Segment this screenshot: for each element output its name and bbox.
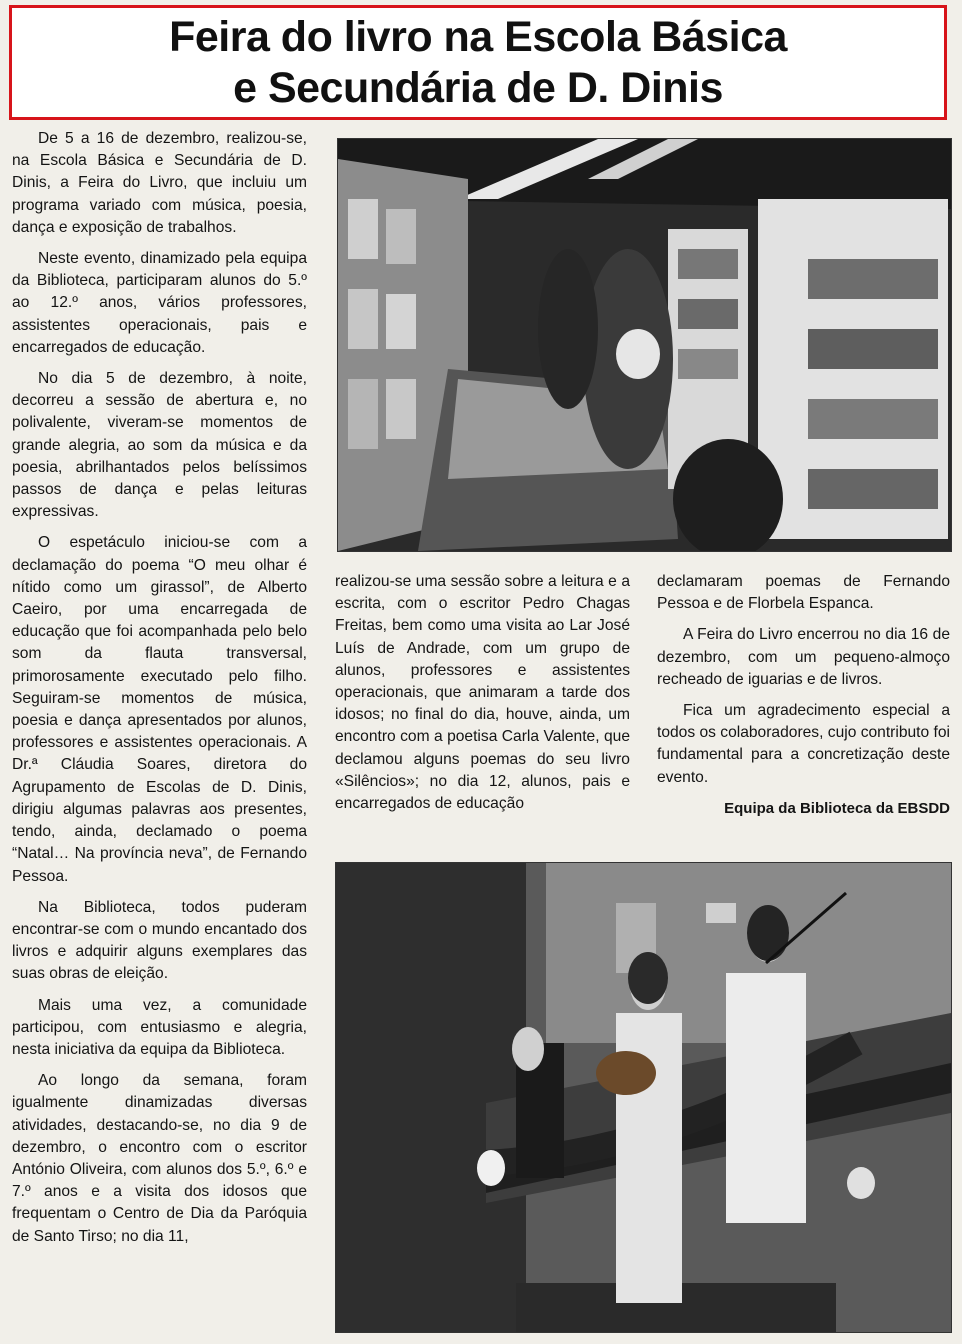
paragraph: O espetáculo iniciou-se com a declamação do poema “O meu olhar é nítido como um girassol”, de Alberto Caeiro, por uma encarregada de educação que foi acompanhada pelo belo som da flauta transversal, primorosamente executado pelo filho. Seguiram-se momentos de música, poesia e dança apresentados por alunos, professores e assistentes operacionais. A Dr.ª Cláudia Soares, diretora do Agrupamento de Escolas de D. Dinis, dirigiu algumas palavras aos presentes, tendo, ainda, declamado o poema “Natal… Na província neva”, de Fernando Pessoa. xyxy=(12,534,307,885)
paragraph: Fica um agradecimento especial a todos os colaboradores, cujo contributo foi fundamental para a concretização deste evento. xyxy=(657,702,950,786)
paragraph: A Feira do Livro encerrou no dia 16 de dezembro, com um pequeno-almoço recheado de iguarias e de livros. xyxy=(657,626,950,688)
article-column-1 xyxy=(12,128,307,1257)
paragraph: Neste evento, dinamizado pela equipa da Biblioteca, participaram alunos do 5.º ao 12.º anos, vários professores, assistentes operacionais, pais e encarregados de educação. xyxy=(12,250,307,356)
signature: Equipa da Biblioteca da EBSDD xyxy=(724,799,950,817)
paragraph: De 5 a 16 de dezembro, realizou-se, na Escola Básica e Secundária de D. Dinis, a Feira do Livro, que incluiu um programa variado com música, poesia, dança e exposição de trabalhos. xyxy=(12,130,307,236)
paragraph: Ao longo da semana, foram igualmente dinamizadas diversas atividades, destacando-se, no dia 9 de dezembro, o encontro com o escritor António Oliveira, com alunos dos 5.º, 6.º e 7.º anos e a visita dos idosos que frequentam o Centro de Dia da Paróquia de Santo Tirso; no dia 11, xyxy=(12,1072,307,1245)
book-fair-photo-image xyxy=(338,139,951,551)
paragraph: Mais uma vez, a comunidade participou, com entusiasmo e alegria, nesta iniciativa da equipa da Biblioteca. xyxy=(12,996,307,1058)
headline-line-2: e Secundária de D. Dinis xyxy=(233,63,723,112)
paragraph: No dia 5 de dezembro, à noite, decorreu a sessão de abertura e, no polivalente, viveram-se momentos de grande alegria, ao som da música e da poesia, abrilhantados pelos belíssimos passos de dança e pelas leituras expressivas. xyxy=(12,370,307,521)
headline-line-1: Feira do livro na Escola Básica xyxy=(169,12,787,61)
paragraph: Na Biblioteca, todos puderam encontrar-se com o mundo encantado dos livros e adquirir alguns exemplares das suas obras de eleição. xyxy=(12,898,307,983)
paragraph: realizou-se uma sessão sobre a leitura e a escrita, com o escritor Pedro Chagas Freitas, bem como uma visita ao Lar José Luís de Andrade, com um grupo de alunos, professores e assistentes operacionais, que animaram a tarde dos idosos; no final do dia, houve, ainda, um encontro com a poetisa Carla Valente, que declamou alguns poemas do seu livro «Silêncios»; no dia 12, alunos, pais e encarregados de educação xyxy=(335,573,630,813)
musicians-photo xyxy=(335,862,952,1333)
article-column-3 xyxy=(657,571,950,820)
headline-box xyxy=(9,5,947,120)
article-column-2 xyxy=(335,571,630,824)
musicians-photo-image xyxy=(336,863,951,1332)
paragraph: declamaram poemas de Fernando Pessoa e de Florbela Espanca. xyxy=(657,573,950,613)
book-fair-photo xyxy=(337,138,952,552)
